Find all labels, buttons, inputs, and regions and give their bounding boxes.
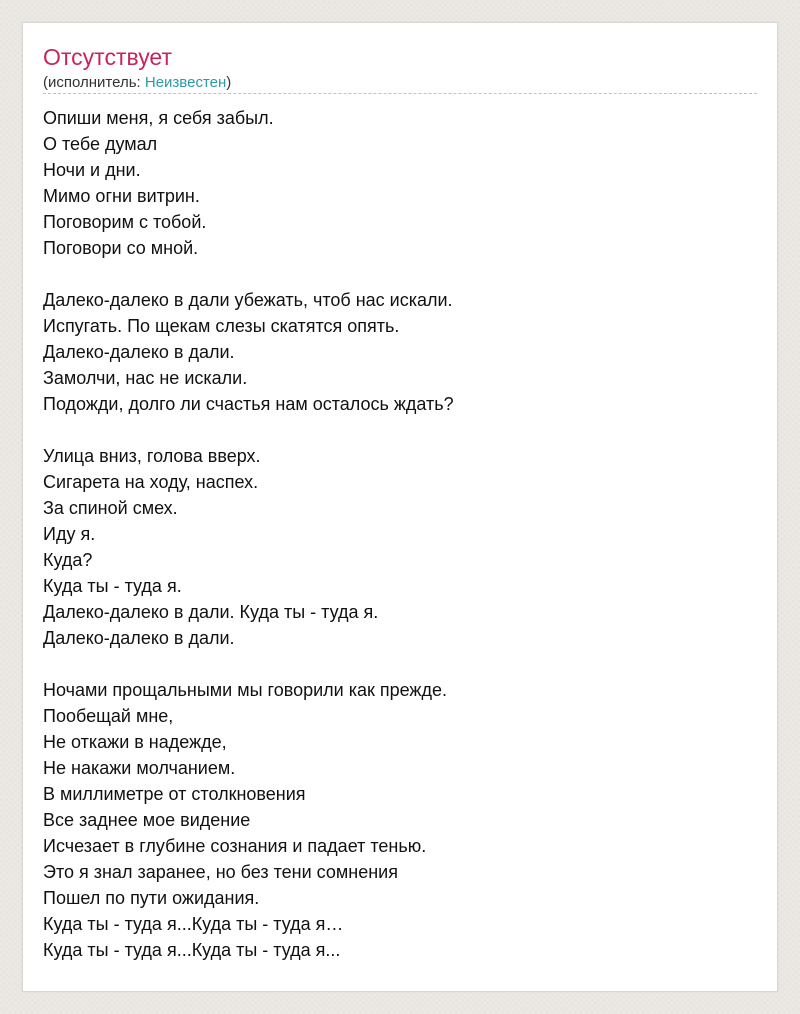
title-divider (43, 93, 757, 94)
lyric-line: Не откажи в надежде, (43, 732, 227, 752)
lyric-line: Далеко-далеко в дали. (43, 628, 235, 648)
lyric-line: Пошел по пути ожидания. (43, 888, 260, 908)
lyric-line: Поговорим с тобой. (43, 212, 207, 232)
lyric-line: Улица вниз, голова вверх. (43, 446, 261, 466)
lyric-line: Исчезает в глубине сознания и падает тенью. (43, 836, 427, 856)
lyric-line: Все заднее мое видение (43, 810, 251, 830)
lyric-line: Иду я. (43, 524, 96, 544)
song-title: Отсутствует (43, 44, 172, 70)
lyric-line: Куда ты - туда я...Куда ты - туда я… (43, 914, 344, 934)
lyric-line: Не накажи молчанием. (43, 758, 236, 778)
lyric-line: Куда? (43, 550, 93, 570)
lyrics-text (43, 105, 454, 963)
stanza-gap (43, 417, 454, 443)
lyric-line: Далеко-далеко в дали убежать, чтоб нас искали. (43, 290, 453, 310)
lyric-line: О тебе думал (43, 134, 158, 154)
lyric-line: Опиши меня, я себя забыл. (43, 108, 274, 128)
lyric-line: Куда ты - туда я...Куда ты - туда я... (43, 940, 341, 960)
lyric-line: За спиной смех. (43, 498, 178, 518)
lyric-line: Куда ты - туда я. (43, 576, 182, 596)
lyric-line: Далеко-далеко в дали. Куда ты - туда я. (43, 602, 379, 622)
lyrics-card (22, 22, 778, 992)
lyric-line: Это я знал заранее, но без тени сомнения (43, 862, 398, 882)
artist-prefix: (исполнитель: (43, 74, 145, 91)
lyric-line: Ночи и дни. (43, 160, 141, 180)
lyric-line: Мимо огни витрин. (43, 186, 200, 206)
lyric-line: Поговори со мной. (43, 238, 199, 258)
stanza-gap (43, 261, 454, 287)
artist-line (43, 73, 231, 93)
stanza-gap (43, 651, 454, 677)
lyric-line: Пообещай мне, (43, 706, 174, 726)
lyric-line: Подожди, долго ли счастья нам осталось ждать? (43, 394, 454, 414)
lyric-line: Испугать. По щекам слезы скатятся опять. (43, 316, 400, 336)
lyric-line: Далеко-далеко в дали. (43, 342, 235, 362)
lyric-line: Сигарета на ходу, наспех. (43, 472, 259, 492)
lyric-line: Ночами прощальными мы говорили как прежде. (43, 680, 447, 700)
artist-link[interactable]: Неизвестен (144, 74, 227, 91)
lyric-line: Замолчи, нас не искали. (43, 368, 248, 388)
artist-suffix: ) (226, 74, 232, 91)
lyric-line: В миллиметре от столкновения (43, 784, 306, 804)
